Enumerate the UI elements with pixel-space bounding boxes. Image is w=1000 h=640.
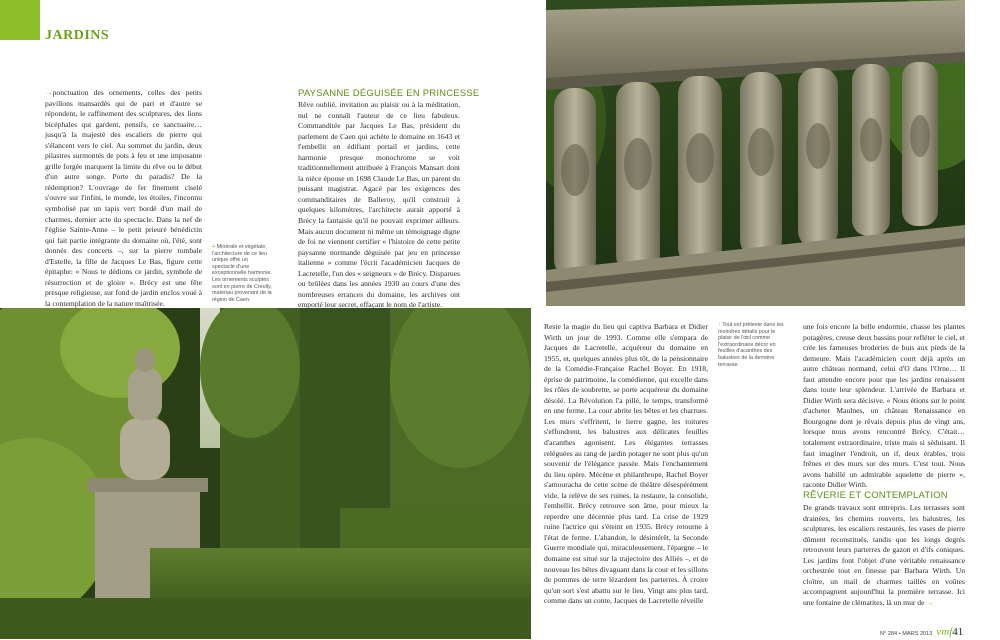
caption-left-body: Minérale et végétale, l'architecture de ce lieu unique offre un spectacle d'une exceptionnelle harmonie. Les ornements sculptés sont en pierre de Creully, matériau provenant de la région de Caen. [212, 244, 272, 303]
issue-info: N° 284 • MARS 2013 [880, 631, 933, 637]
section-color-block [0, 0, 40, 40]
right-col1-text: Reste la magie du lieu qui captiva Barbara et Didier Wirth un jour de 1993. Comme elle s'empara de Jacques de Lacretelle, acquéreur du domaine en 1955, et, quelques années plus tôt, de la pensionnaire de la Comédie-Française Rachel Boyer. En 1918, éprise de patrimoine, la comédienne, qui excelle dans les rôles de soubrette, se porte acquéreur du domaine désolé. La Révolution l'a pillé, le temps, transformé en une ferme. La cour abrite les bêtes et les charrues. Les murs s'effritent, le lierre gagne, les toitures s'effondrent, les balustres aux délicates feuilles d'acanthes agonisent. Les élégantes terrasses reléguées au rang de jardin potager ne sont plus qu'un souvenir de l'élégance passée. Mais l'enchantement du lieu opère. Mécène et philanthrope, Rachel Boyer s'amouracha de cette scène de théâtre désespérément vide, la relève de ses ruines, la restaure, la consolide, l'embellit. Brécy retrouve son âme, pour mieux la reperdre une décennie plus tard. La crise de 1929 ruine l'actrice qui s'éteint en 1935. Brécy retourne à l'état de ferme. L'abandon, le désintérêt, la Seconde Guerre mondiale qui, miraculeusement, l'épargne – le domaine est situé sur la trajectoire des Alliés –, et de nouveau les bêtes divaguant dans la cour et les sillons de pommes de terre lézardent les parterres. À croire qu'un sort s'est abattu sur le lieu. Vingt ans plus tard, comme dans un conte, Jacques de Lacretelle réveille [544, 322, 708, 606]
heading-reverie: RÊVERIE ET CONTEMPLATION [803, 490, 948, 501]
page-number: 41 [952, 626, 964, 638]
caption-up-arrow-icon: ↑ [718, 322, 723, 328]
caption-right-body: Tout est prétexte dans les moindres détails pour le plaisir de l'œil comme l'extraordinaire décor en feuilles d'acanthes des balustres de la dernière terrasse. [718, 322, 784, 368]
section-title: JARDINS [45, 28, 110, 43]
photo-caption-left [212, 244, 272, 303]
continue-arrow-icon: → [926, 597, 934, 607]
left-col2-text: Rêve oublié, invitation au plaisir ou à la méditation, nul ne connaît l'auteur de ce lieu fabuleux. Commanditée par Jacques Le Bas, président du parlement de Caen qui achète le domaine en 1643 et l'embellit en édifiant portail et jardins, cette harmonie presque monochrome se voit traditionnellement attribuée à François Mansart dont la nièce épouse en 1698 Claude Le Bas, un parent du puissant magistrat. Agacé par les exigences des commanditaires de Balleroy, qu'il construit à quelques kilomètres, l'architecte aurait apporté à Brécy la fantaisie qu'il ne pouvait exprimer ailleurs. Mais aucun document ni même un témoignage digne de foi ne viennent certifier « l'histoire de cette petite paysanne normande déguisée par jeu en princesse italienne » comme l'écrit l'académicien Jacques de Lacretelle, l'un des « seigneurs » de Brécy. Disparues ou brûlées dans les années 1930 au cours d'une des nombreuses errances du domaine, les archives ont emporté leur secret, effaçant le nom de l'artiste. [298, 100, 460, 310]
right-col2b-body: De grands travaux sont entrepris. Les terrasses sont drainées, les chemins rouverts, les balustres, les sculptures, les escaliers restaurés, les vases de pierre dûment reconstitués, tandis que les longs degrés retrouvent leurs parterres de gazon et d'ifs coniques. Les jardins font l'objet d'une véritable renaissance orchestrée tout en finesse par Barbara Wirth. Un cloître, un mail de charmes taillés en voûtes accompagnent aujourd'hui la première terrasse. Ici une fontaine de clématites, là un mur de [803, 503, 965, 607]
left-col1-body: ponctuation des ornements, celles des petits pavillons mansardés qui de part et d'autre se répondent, le raffinement des sculptures, des lions bicéphales qui gardent, pensifs, ce sanctuaire… jusqu'à la majesté des escaliers de pierre qui s'élancent vers le ciel. Au sommet du jardin, deux pilastres surmontés de pots à feu et une imposante grille forgée marquent la limite du rêve ou le début d'un autre songe. Porte du paradis? De la rédemption? L'ouvrage de fer finement ciselé s'ouvre sur l'infini, le monde, les étoiles, l'inconnu symbolisé par un tapis vert bordé d'un mail de charmes, dernier acte du spectacle. Dans la nef de l'église Sainte-Anne – le petit prieuré bénédictin qui fait partie intégrante du domaine où, l'été, sont donnés des concerts –, sur la pierre tombale d'Estelle, la fille de Jacques Le Bas, figure cette épitaphe: « Nous te dédions ce jardin, symbole de résurrection et de gloire ». Brécy est une fête presque religieuse, sur fond de jardin enclos voué à la contemplation de la nature maîtrisée. [45, 88, 202, 308]
arrow-marker-icon: → [45, 88, 53, 97]
photo-garden-urn [0, 308, 531, 639]
right-col2a-text: une fois encore la belle endormie, chasse les plantes potagères, creuse deux bassins pour refléter le ciel, et crée les fameuses broderies de buis aux pieds de la demeure. Mais l'académicien court déjà après un autre château normand, celui d'O dans l'Orne… Il faut attendre encore pour que les jardins renaissent dans toute leur splendeur. L'arrivée de Barbara et Didier Wirth sera décisive. « Nous étions sur le point d'acheter Maulnes, un château Renaissance en Bourgogne dont je rêvais depuis plus de vingt ans, lorsque nous avons rencontré Brécy. C'était… totalement extraordinaire, triste mais si séduisant. Il faut imaginer l'endroit, un if, deux érables, trois frênes et des murs sur des murs. C'est tout. Nous avons habillé un admirable squelette de pierre », raconte Didier Wirth. [803, 322, 965, 490]
page-footer [880, 622, 990, 640]
magazine-brand: vmf [936, 626, 953, 638]
right-col2b-text [803, 503, 965, 608]
heading-paysanne: PAYSANNE DÉGUISÉE EN PRINCESSE [298, 88, 480, 99]
photo-balustrade [546, 0, 965, 306]
caption-arrow-icon: + [212, 244, 217, 250]
photo-caption-right [718, 322, 784, 368]
left-col1-text [45, 88, 202, 309]
